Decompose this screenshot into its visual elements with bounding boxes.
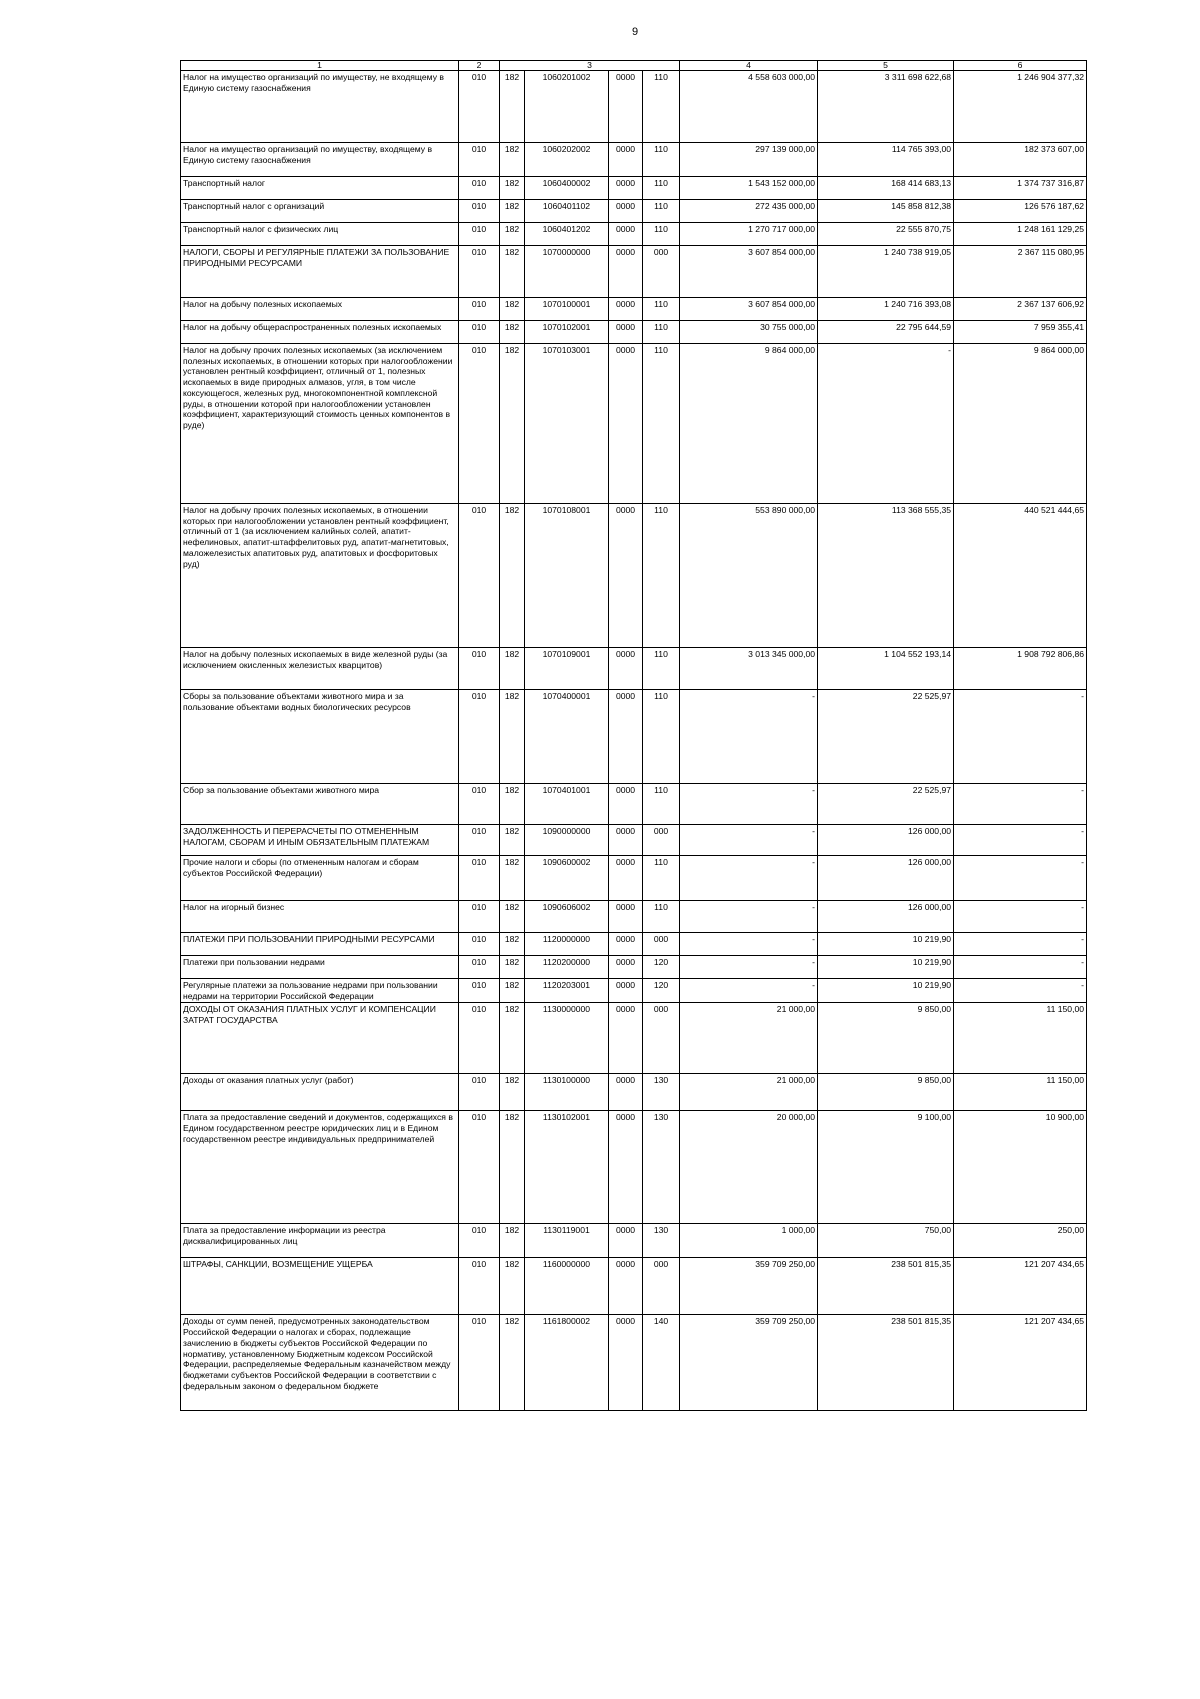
cell-approved-plan: 359 709 250,00 [680, 1258, 818, 1315]
header-col-1: 1 [181, 61, 459, 71]
cell-unexecuted: 250,00 [954, 1224, 1087, 1258]
cell-approved-plan: - [680, 901, 818, 933]
table-row [181, 344, 1087, 504]
cell-income-code: 1130119001 [525, 1224, 609, 1258]
cell-admin-code: 010 [459, 979, 500, 1003]
cell-name: Налог на добычу общераспространенных полезных ископаемых [181, 321, 459, 344]
cell-admin-code: 010 [459, 856, 500, 901]
cell-chapter-code: 182 [500, 1003, 525, 1074]
cell-executed: 22 795 644,59 [818, 321, 954, 344]
cell-subtype-code: 0000 [609, 344, 643, 504]
cell-name: Сборы за пользование объектами животного мира и за пользование объектами водных биологических ресурсов [181, 690, 459, 784]
table-row [181, 648, 1087, 690]
table-row [181, 298, 1087, 321]
cell-income-code: 1060201002 [525, 71, 609, 143]
table-row [181, 200, 1087, 223]
cell-chapter-code: 182 [500, 825, 525, 856]
cell-name: Доходы от сумм пеней, предусмотренных законодательством Российской Федерации о налогах и сборах, подлежащие зачислению в бюджеты субъектов Российской Федерации по нормативу, установленному Бюджетным кодексом Российской Федерации, распределяемые Федеральным казначейством между бюджетами субъектов Российской Федерации в соответствии с федеральным законом о федеральном бюджете [181, 1315, 459, 1411]
cell-unexecuted: 121 207 434,65 [954, 1258, 1087, 1315]
cell-subtype-code: 0000 [609, 648, 643, 690]
cell-unexecuted: - [954, 933, 1087, 956]
cell-kind-code: 120 [643, 979, 680, 1003]
cell-name: Транспортный налог с физических лиц [181, 223, 459, 246]
cell-subtype-code: 0000 [609, 979, 643, 1003]
cell-income-code: 1060202002 [525, 143, 609, 177]
cell-kind-code: 110 [643, 143, 680, 177]
table-row [181, 1074, 1087, 1111]
cell-executed: 750,00 [818, 1224, 954, 1258]
cell-kind-code: 140 [643, 1315, 680, 1411]
table-row [181, 504, 1087, 648]
table-row [181, 825, 1087, 856]
cell-chapter-code: 182 [500, 933, 525, 956]
table-row [181, 690, 1087, 784]
cell-kind-code: 110 [643, 71, 680, 143]
cell-income-code: 1130102001 [525, 1111, 609, 1224]
cell-unexecuted: 1 908 792 806,86 [954, 648, 1087, 690]
table-row [181, 956, 1087, 979]
cell-chapter-code: 182 [500, 504, 525, 648]
cell-chapter-code: 182 [500, 856, 525, 901]
cell-unexecuted: 7 959 355,41 [954, 321, 1087, 344]
cell-chapter-code: 182 [500, 901, 525, 933]
cell-admin-code: 010 [459, 177, 500, 200]
cell-approved-plan: 20 000,00 [680, 1111, 818, 1224]
cell-subtype-code: 0000 [609, 784, 643, 825]
cell-unexecuted: - [954, 901, 1087, 933]
cell-name: Налог на добычу полезных ископаемых [181, 298, 459, 321]
cell-executed: 145 858 812,38 [818, 200, 954, 223]
table-row [181, 1258, 1087, 1315]
cell-executed: 1 240 716 393,08 [818, 298, 954, 321]
cell-chapter-code: 182 [500, 690, 525, 784]
cell-unexecuted: - [954, 784, 1087, 825]
table-row [181, 979, 1087, 1003]
cell-approved-plan: 9 864 000,00 [680, 344, 818, 504]
cell-executed: 22 525,97 [818, 784, 954, 825]
cell-income-code: 1130000000 [525, 1003, 609, 1074]
cell-admin-code: 010 [459, 200, 500, 223]
cell-kind-code: 130 [643, 1224, 680, 1258]
cell-kind-code: 120 [643, 956, 680, 979]
page-number: 9 [631, 26, 639, 38]
cell-admin-code: 010 [459, 246, 500, 298]
table-row [181, 1224, 1087, 1258]
cell-unexecuted: 440 521 444,65 [954, 504, 1087, 648]
table-row [181, 143, 1087, 177]
cell-income-code: 1070103001 [525, 344, 609, 504]
cell-approved-plan: - [680, 825, 818, 856]
cell-chapter-code: 182 [500, 1315, 525, 1411]
cell-income-code: 1070400001 [525, 690, 609, 784]
table-row [181, 901, 1087, 933]
table-row [181, 1315, 1087, 1411]
cell-subtype-code: 0000 [609, 901, 643, 933]
cell-unexecuted: - [954, 956, 1087, 979]
cell-unexecuted: - [954, 979, 1087, 1003]
cell-executed: 10 219,90 [818, 956, 954, 979]
cell-subtype-code: 0000 [609, 298, 643, 321]
cell-subtype-code: 0000 [609, 143, 643, 177]
cell-admin-code: 010 [459, 223, 500, 246]
cell-income-code: 1161800002 [525, 1315, 609, 1411]
cell-name: Налог на добычу полезных ископаемых в виде железной руды (за исключением окисленных железистых кварцитов) [181, 648, 459, 690]
cell-approved-plan: - [680, 933, 818, 956]
cell-unexecuted: 2 367 115 080,95 [954, 246, 1087, 298]
cell-kind-code: 000 [643, 933, 680, 956]
cell-admin-code: 010 [459, 648, 500, 690]
cell-kind-code: 110 [643, 298, 680, 321]
cell-executed: 1 104 552 193,14 [818, 648, 954, 690]
cell-unexecuted: - [954, 690, 1087, 784]
cell-executed: 126 000,00 [818, 901, 954, 933]
cell-income-code: 1090606002 [525, 901, 609, 933]
cell-subtype-code: 0000 [609, 321, 643, 344]
cell-approved-plan: 3 607 854 000,00 [680, 298, 818, 321]
cell-approved-plan: 1 000,00 [680, 1224, 818, 1258]
table-row [181, 784, 1087, 825]
cell-approved-plan: 1 270 717 000,00 [680, 223, 818, 246]
cell-approved-plan: 359 709 250,00 [680, 1315, 818, 1411]
cell-executed: 238 501 815,35 [818, 1315, 954, 1411]
cell-name: ЗАДОЛЖЕННОСТЬ И ПЕРЕРАСЧЕТЫ ПО ОТМЕНЕННЫМ НАЛОГАМ, СБОРАМ И ИНЫМ ОБЯЗАТЕЛЬНЫМ ПЛАТЕЖАМ [181, 825, 459, 856]
cell-income-code: 1120000000 [525, 933, 609, 956]
cell-executed: - [818, 344, 954, 504]
cell-approved-plan: 30 755 000,00 [680, 321, 818, 344]
revenue-table [180, 60, 1087, 1411]
cell-executed: 9 850,00 [818, 1003, 954, 1074]
cell-subtype-code: 0000 [609, 504, 643, 648]
cell-chapter-code: 182 [500, 784, 525, 825]
cell-chapter-code: 182 [500, 200, 525, 223]
cell-admin-code: 010 [459, 1003, 500, 1074]
cell-subtype-code: 0000 [609, 956, 643, 979]
cell-chapter-code: 182 [500, 1111, 525, 1224]
cell-kind-code: 110 [643, 784, 680, 825]
header-col-6: 6 [954, 61, 1087, 71]
cell-approved-plan: 21 000,00 [680, 1074, 818, 1111]
cell-unexecuted: 1 246 904 377,32 [954, 71, 1087, 143]
cell-subtype-code: 0000 [609, 1111, 643, 1224]
cell-approved-plan: - [680, 956, 818, 979]
cell-name: ШТРАФЫ, САНКЦИИ, ВОЗМЕЩЕНИЕ УЩЕРБА [181, 1258, 459, 1315]
table-row [181, 177, 1087, 200]
cell-name: Регулярные платежи за пользование недрами при пользовании недрами на территории Российской Федерации [181, 979, 459, 1003]
cell-unexecuted: - [954, 825, 1087, 856]
cell-approved-plan: - [680, 784, 818, 825]
cell-chapter-code: 182 [500, 71, 525, 143]
cell-chapter-code: 182 [500, 1074, 525, 1111]
table-row [181, 223, 1087, 246]
cell-name: Прочие налоги и сборы (по отмененным налогам и сборам субъектов Российской Федерации) [181, 856, 459, 901]
cell-approved-plan: - [680, 856, 818, 901]
cell-subtype-code: 0000 [609, 223, 643, 246]
header-col-5: 5 [818, 61, 954, 71]
table-row [181, 856, 1087, 901]
cell-name: Доходы от оказания платных услуг (работ) [181, 1074, 459, 1111]
cell-admin-code: 010 [459, 1315, 500, 1411]
cell-chapter-code: 182 [500, 177, 525, 200]
cell-name: Налог на имущество организаций по имуществу, не входящему в Единую систему газоснабжения [181, 71, 459, 143]
cell-executed: 10 219,90 [818, 979, 954, 1003]
cell-income-code: 1070109001 [525, 648, 609, 690]
cell-income-code: 1060401202 [525, 223, 609, 246]
cell-admin-code: 010 [459, 933, 500, 956]
cell-name: Транспортный налог с организаций [181, 200, 459, 223]
cell-income-code: 1130100000 [525, 1074, 609, 1111]
cell-kind-code: 110 [643, 648, 680, 690]
cell-kind-code: 130 [643, 1111, 680, 1224]
cell-approved-plan: 297 139 000,00 [680, 143, 818, 177]
cell-executed: 22 525,97 [818, 690, 954, 784]
cell-name: Налог на добычу прочих полезных ископаемых (за исключением полезных ископаемых, в отношении которых при налогообложении установлен рентный коэффициент, отличный от 1, полезных ископаемых в виде природных алмазов, угля, в том числе коксующегося, железных руд, многокомпонентной комплексной руды, в отношении которой при налогообложении установлен коэффициент, характеризующий стоимость ценных компонентов в руде) [181, 344, 459, 504]
cell-name: Налог на игорный бизнес [181, 901, 459, 933]
cell-admin-code: 010 [459, 71, 500, 143]
cell-chapter-code: 182 [500, 1224, 525, 1258]
cell-executed: 238 501 815,35 [818, 1258, 954, 1315]
cell-income-code: 1120203001 [525, 979, 609, 1003]
cell-income-code: 1070401001 [525, 784, 609, 825]
cell-kind-code: 110 [643, 321, 680, 344]
table-row [181, 321, 1087, 344]
cell-executed: 126 000,00 [818, 825, 954, 856]
cell-admin-code: 010 [459, 1074, 500, 1111]
cell-kind-code: 110 [643, 344, 680, 504]
cell-admin-code: 010 [459, 784, 500, 825]
cell-kind-code: 000 [643, 825, 680, 856]
cell-executed: 113 368 555,35 [818, 504, 954, 648]
cell-approved-plan: 21 000,00 [680, 1003, 818, 1074]
cell-subtype-code: 0000 [609, 71, 643, 143]
cell-admin-code: 010 [459, 956, 500, 979]
cell-name: Платежи при пользовании недрами [181, 956, 459, 979]
table-row [181, 933, 1087, 956]
cell-admin-code: 010 [459, 1111, 500, 1224]
cell-unexecuted: - [954, 856, 1087, 901]
cell-approved-plan: 3 607 854 000,00 [680, 246, 818, 298]
cell-name: ПЛАТЕЖИ ПРИ ПОЛЬЗОВАНИИ ПРИРОДНЫМИ РЕСУРСАМИ [181, 933, 459, 956]
cell-kind-code: 110 [643, 223, 680, 246]
cell-subtype-code: 0000 [609, 690, 643, 784]
cell-income-code: 1090000000 [525, 825, 609, 856]
cell-approved-plan: 3 013 345 000,00 [680, 648, 818, 690]
cell-unexecuted: 10 900,00 [954, 1111, 1087, 1224]
cell-chapter-code: 182 [500, 956, 525, 979]
cell-chapter-code: 182 [500, 223, 525, 246]
cell-executed: 114 765 393,00 [818, 143, 954, 177]
cell-unexecuted: 11 150,00 [954, 1003, 1087, 1074]
cell-approved-plan: 553 890 000,00 [680, 504, 818, 648]
cell-unexecuted: 126 576 187,62 [954, 200, 1087, 223]
header-col-4: 4 [680, 61, 818, 71]
cell-subtype-code: 0000 [609, 1315, 643, 1411]
cell-income-code: 1090600002 [525, 856, 609, 901]
cell-unexecuted: 182 373 607,00 [954, 143, 1087, 177]
header-col-3: 3 [500, 61, 680, 71]
cell-subtype-code: 0000 [609, 1003, 643, 1074]
cell-kind-code: 110 [643, 177, 680, 200]
cell-unexecuted: 1 374 737 316,87 [954, 177, 1087, 200]
cell-unexecuted: 2 367 137 606,92 [954, 298, 1087, 321]
cell-executed: 10 219,90 [818, 933, 954, 956]
cell-income-code: 1160000000 [525, 1258, 609, 1315]
cell-approved-plan: - [680, 979, 818, 1003]
cell-executed: 9 850,00 [818, 1074, 954, 1111]
cell-kind-code: 110 [643, 200, 680, 223]
cell-unexecuted: 9 864 000,00 [954, 344, 1087, 504]
cell-chapter-code: 182 [500, 1258, 525, 1315]
cell-unexecuted: 1 248 161 129,25 [954, 223, 1087, 246]
cell-chapter-code: 182 [500, 344, 525, 504]
cell-kind-code: 000 [643, 1258, 680, 1315]
cell-approved-plan: - [680, 690, 818, 784]
cell-chapter-code: 182 [500, 143, 525, 177]
header-col-2: 2 [459, 61, 500, 71]
cell-admin-code: 010 [459, 504, 500, 648]
cell-name: Плата за предоставление информации из реестра дисквалифицированных лиц [181, 1224, 459, 1258]
cell-executed: 9 100,00 [818, 1111, 954, 1224]
cell-subtype-code: 0000 [609, 933, 643, 956]
table-body [181, 71, 1087, 1411]
cell-executed: 168 414 683,13 [818, 177, 954, 200]
cell-kind-code: 000 [643, 1003, 680, 1074]
table-row [181, 1111, 1087, 1224]
cell-admin-code: 010 [459, 344, 500, 504]
cell-income-code: 1070102001 [525, 321, 609, 344]
cell-name: Сбор за пользование объектами животного мира [181, 784, 459, 825]
cell-income-code: 1060400002 [525, 177, 609, 200]
cell-executed: 1 240 738 919,05 [818, 246, 954, 298]
cell-name: Налог на добычу прочих полезных ископаемых, в отношении которых при налогообложении установлен рентный коэффициент, отличный от 1 (за исключением калийных солей, апатит-нефелиновых, апатит-штаффелитовых руд, апатит-магнетитовых, маложелезистых апатитовых руд, апатитовых и фосфоритовых руд) [181, 504, 459, 648]
cell-admin-code: 010 [459, 825, 500, 856]
cell-admin-code: 010 [459, 143, 500, 177]
cell-name: ДОХОДЫ ОТ ОКАЗАНИЯ ПЛАТНЫХ УСЛУГ И КОМПЕНСАЦИИ ЗАТРАТ ГОСУДАРСТВА [181, 1003, 459, 1074]
header-row [181, 61, 1087, 71]
cell-income-code: 1070108001 [525, 504, 609, 648]
cell-kind-code: 000 [643, 246, 680, 298]
cell-kind-code: 110 [643, 901, 680, 933]
cell-admin-code: 010 [459, 901, 500, 933]
cell-kind-code: 110 [643, 856, 680, 901]
cell-subtype-code: 0000 [609, 856, 643, 901]
cell-admin-code: 010 [459, 1258, 500, 1315]
cell-name: Транспортный налог [181, 177, 459, 200]
cell-subtype-code: 0000 [609, 1074, 643, 1111]
cell-income-code: 1070000000 [525, 246, 609, 298]
cell-approved-plan: 4 558 603 000,00 [680, 71, 818, 143]
cell-name: Налог на имущество организаций по имуществу, входящему в Единую систему газоснабжения [181, 143, 459, 177]
cell-chapter-code: 182 [500, 979, 525, 1003]
cell-income-code: 1120200000 [525, 956, 609, 979]
cell-approved-plan: 272 435 000,00 [680, 200, 818, 223]
cell-kind-code: 110 [643, 504, 680, 648]
table-row [181, 1003, 1087, 1074]
cell-income-code: 1060401102 [525, 200, 609, 223]
cell-executed: 126 000,00 [818, 856, 954, 901]
cell-subtype-code: 0000 [609, 1224, 643, 1258]
cell-chapter-code: 182 [500, 246, 525, 298]
cell-name: НАЛОГИ, СБОРЫ И РЕГУЛЯРНЫЕ ПЛАТЕЖИ ЗА ПОЛЬЗОВАНИЕ ПРИРОДНЫМИ РЕСУРСАМИ [181, 246, 459, 298]
table-row [181, 71, 1087, 143]
cell-admin-code: 010 [459, 298, 500, 321]
table-row [181, 246, 1087, 298]
cell-chapter-code: 182 [500, 648, 525, 690]
cell-chapter-code: 182 [500, 321, 525, 344]
cell-name: Плата за предоставление сведений и документов, содержащихся в Едином государственном реестре юридических лиц и в Едином государственном реестре индивидуальных предпринимателей [181, 1111, 459, 1224]
cell-executed: 22 555 870,75 [818, 223, 954, 246]
cell-executed: 3 311 698 622,68 [818, 71, 954, 143]
cell-admin-code: 010 [459, 321, 500, 344]
cell-approved-plan: 1 543 152 000,00 [680, 177, 818, 200]
cell-kind-code: 110 [643, 690, 680, 784]
cell-unexecuted: 121 207 434,65 [954, 1315, 1087, 1411]
cell-unexecuted: 11 150,00 [954, 1074, 1087, 1111]
cell-subtype-code: 0000 [609, 200, 643, 223]
cell-chapter-code: 182 [500, 298, 525, 321]
cell-admin-code: 010 [459, 690, 500, 784]
cell-admin-code: 010 [459, 1224, 500, 1258]
cell-subtype-code: 0000 [609, 1258, 643, 1315]
cell-subtype-code: 0000 [609, 825, 643, 856]
cell-subtype-code: 0000 [609, 246, 643, 298]
cell-subtype-code: 0000 [609, 177, 643, 200]
cell-kind-code: 130 [643, 1074, 680, 1111]
cell-income-code: 1070100001 [525, 298, 609, 321]
